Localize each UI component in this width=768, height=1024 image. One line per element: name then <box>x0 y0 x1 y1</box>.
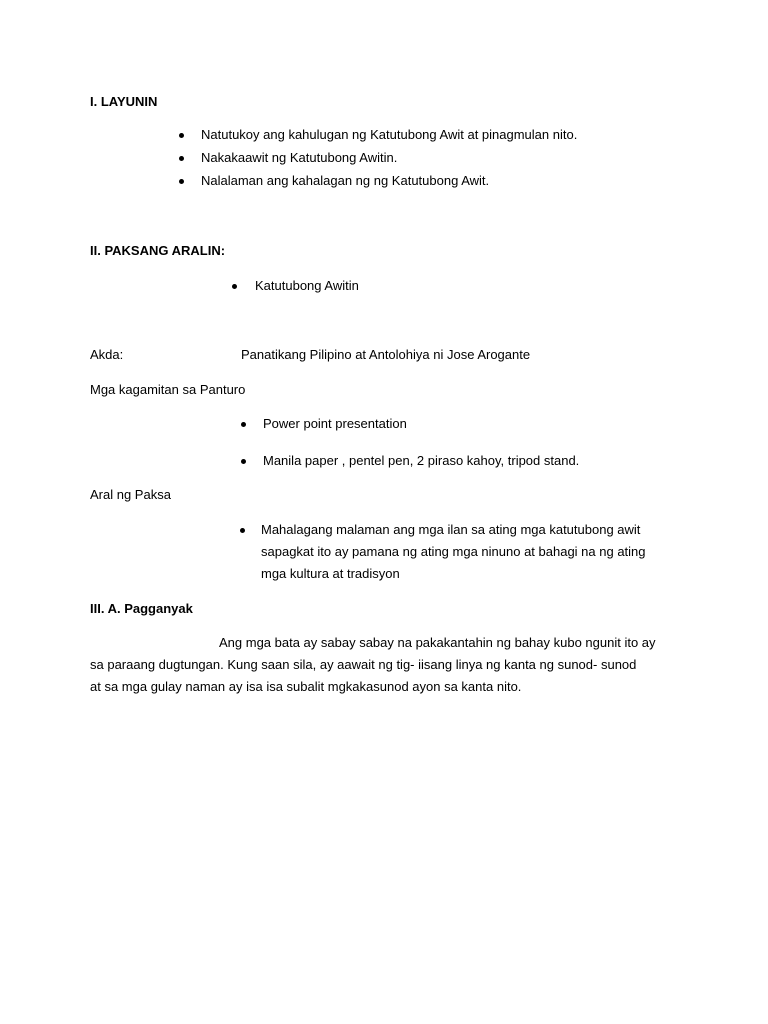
pagganyak-line-1: Ang mga bata ay sabay sabay na pakakantahin ng bahay kubo ngunit ito ay <box>219 635 656 650</box>
bullet-icon <box>232 284 237 289</box>
bullet-icon <box>179 133 184 138</box>
kagamitan-item-2: Manila paper , pentel pen, 2 piraso kahoy, tripod stand. <box>263 453 580 468</box>
akda-label: Akda: <box>90 347 124 362</box>
layunin-item-1: Natutukoy ang kahulugan ng Katutubong Awit at pinagmulan nito. <box>201 127 578 142</box>
section-heading-pagganyak: III. A. Pagganyak <box>90 601 193 616</box>
aral-line-2: sapagkat ito ay pamana ng ating mga ninuno at bahagi na ng ating <box>261 544 646 559</box>
bullet-icon <box>240 528 245 533</box>
bullet-icon <box>179 156 184 161</box>
bullet-icon <box>241 422 246 427</box>
bullet-icon <box>241 459 246 464</box>
aral-line-3: mga kultura at tradisyon <box>261 566 400 581</box>
akda-value: Panatikang Pilipino at Antolohiya ni Jose Arogante <box>241 347 531 362</box>
section-heading-layunin: I. LAYUNIN <box>90 94 158 109</box>
pagganyak-line-3: at sa mga gulay naman ay isa isa subalit mgkakasunod ayon sa kanta nito. <box>90 679 522 694</box>
layunin-item-3: Nalalaman ang kahalagan ng ng Katutubong Awit. <box>201 173 490 188</box>
section-heading-paksang-aralin: II. PAKSANG ARALIN: <box>90 243 226 258</box>
aral-line-1: Mahalagang malaman ang mga ilan sa ating mga katutubong awit <box>261 522 641 537</box>
layunin-item-2: Nakakaawit ng Katutubong Awitin. <box>201 150 398 165</box>
pagganyak-line-2: sa paraang dugtungan. Kung saan sila, ay aawait ng tig- iisang linya ng kanta ng sunod- sunod <box>90 657 637 672</box>
paksa-item-1: Katutubong Awitin <box>255 278 359 293</box>
kagamitan-label: Mga kagamitan sa Panturo <box>90 382 246 397</box>
bullet-icon <box>179 179 184 184</box>
kagamitan-item-1: Power point presentation <box>263 416 407 431</box>
aral-label: Aral ng Paksa <box>90 487 171 502</box>
